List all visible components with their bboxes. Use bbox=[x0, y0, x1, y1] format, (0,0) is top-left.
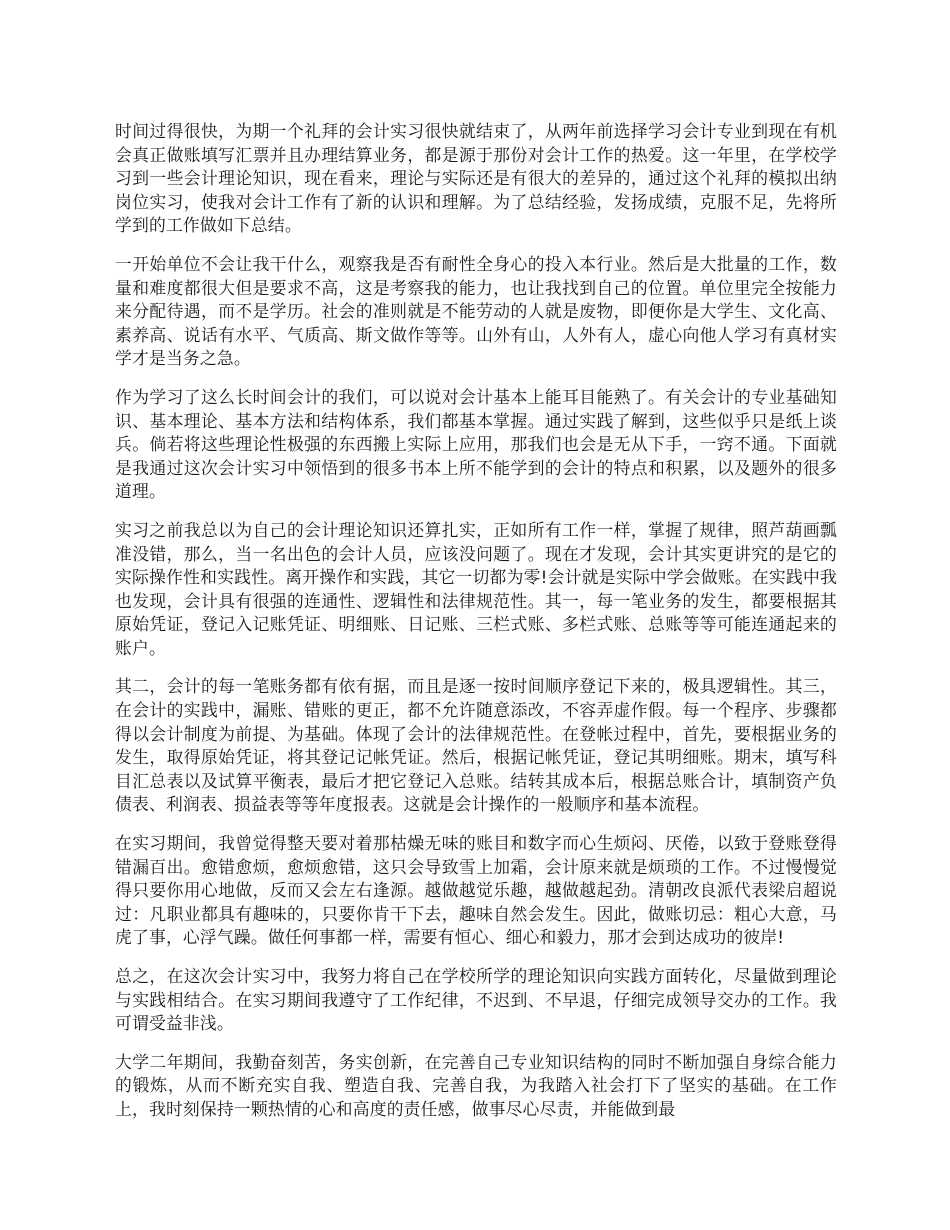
paragraph-8: 大学二年期间，我勤奋刻苦，务实创新，在完善自己专业知识结构的同时不断加强自身综合能力的锻炼，从而不断充实自我、塑造自我、完善自我，为我踏入社会打下了坚实的基础。在工作上，我时刻保持一颗热情的心和高度的责任感，做事尽心尽责，并能做到最 bbox=[115, 1051, 837, 1119]
paragraph-1: 时间过得很快，为期一个礼拜的会计实习很快就结束了，从两年前选择学习会计专业到现在有机会真正做账填写汇票并且办理结算业务，都是源于那份对会计工作的热爱。这一年里，在学校学习到一些会计理论知识，现在看来，理论与实际还是有很大的差异的，通过这个礼拜的模拟出纳岗位实习，使我对会计工作有了新的认识和理解。为了总结经验，发扬成绩，克服不足，先将所学到的工作做如下总结。 bbox=[115, 121, 837, 236]
paragraph-2: 一开始单位不会让我干什么，观察我是否有耐性全身心的投入本行业。然后是大批量的工作，数量和难度都很大但是要求不高，这是考察我的能力，也让我找到自己的位置。单位里完全按能力来分配待遇，而不是学历。社会的准则就是不能劳动的人就是废物，即便你是大学生、文化高、素养高、说话有水平、气质高、斯文做作等等。山外有山，人外有人，虚心向他人学习有真材实学才是当务之急。 bbox=[115, 253, 837, 369]
document-body bbox=[115, 120, 837, 1137]
paragraph-5: 其二，会计的每一笔账务都有依有据，而且是逐一按时间顺序登记下来的，极具逻辑性。其三，在会计的实践中，漏账、错账的更正，都不允许随意添改，不容弄虚作假。每一个程序、步骤都得以会计制度为前提、为基础。体现了会计的法律规范性。在登帐过程中，首先，要根据业务的发生，取得原始凭证，将其登记记帐凭证。然后，根据记帐凭证，登记其明细账。期末，填写科目汇总表以及试算平衡表，最后才把它登记入总账。结转其成本后，根据总账合计，填制资产负债表、利润表、损益表等等年度报表。这就是会计操作的一般顺序和基本流程。 bbox=[115, 676, 837, 815]
paragraph-6: 在实习期间，我曾觉得整天要对着那枯燥无味的账目和数字而心生烦闷、厌倦，以致于登账登得错漏百出。愈错愈烦，愈烦愈错，这只会导致雪上加霜，会计原来就是烦琐的工作。不过慢慢觉得只要你用心地做，反而又会左右逢源。越做越觉乐趣，越做越起劲。清朝改良派代表梁启超说过：凡职业都具有趣味的，只要你肯干下去，趣味自然会发生。因此，做账切忌：粗心大意，马虎了事，心浮气躁。做任何事都一样，需要有恒心、细心和毅力，那才会到达成功的彼岸! bbox=[115, 833, 837, 948]
paragraph-7: 总之，在这次会计实习中，我努力将自己在学校所学的理论知识向实践方面转化，尽量做到理论与实践相结合。在实习期间我遵守了工作纪律，不迟到、不早退，仔细完成领导交办的工作。我可谓受益非浅。 bbox=[115, 966, 837, 1034]
paragraph-3: 作为学习了这么长时间会计的我们，可以说对会计基本上能耳目能熟了。有关会计的专业基础知识、基本理论、基本方法和结构体系，我们都基本掌握。通过实践了解到，这些似乎只是纸上谈兵。倘若将这些理论性极强的东西搬上实际上应用，那我们也会是无从下手，一窍不通。下面就是我通过这次会计实习中领悟到的很多书本上所不能学到的会计的特点和积累，以及题外的很多道理。 bbox=[115, 386, 837, 502]
paragraph-4: 实习之前我总以为自己的会计理论知识还算扎实，正如所有工作一样，掌握了规律，照芦葫画瓢准没错，那么，当一名出色的会计人员，应该没问题了。现在才发现，会计其实更讲究的是它的实际操作性和实践性。离开操作和实践，其它一切都为零!会计就是实际中学会做账。在实践中我也发现，会计具有很强的连通性、逻辑性和法律规范性。其一，每一笔业务的发生，都要根据其原始凭证，登记入记账凭证、明细账、日记账、三栏式账、多栏式账、总账等等可能连通起来的账户。 bbox=[115, 519, 837, 658]
